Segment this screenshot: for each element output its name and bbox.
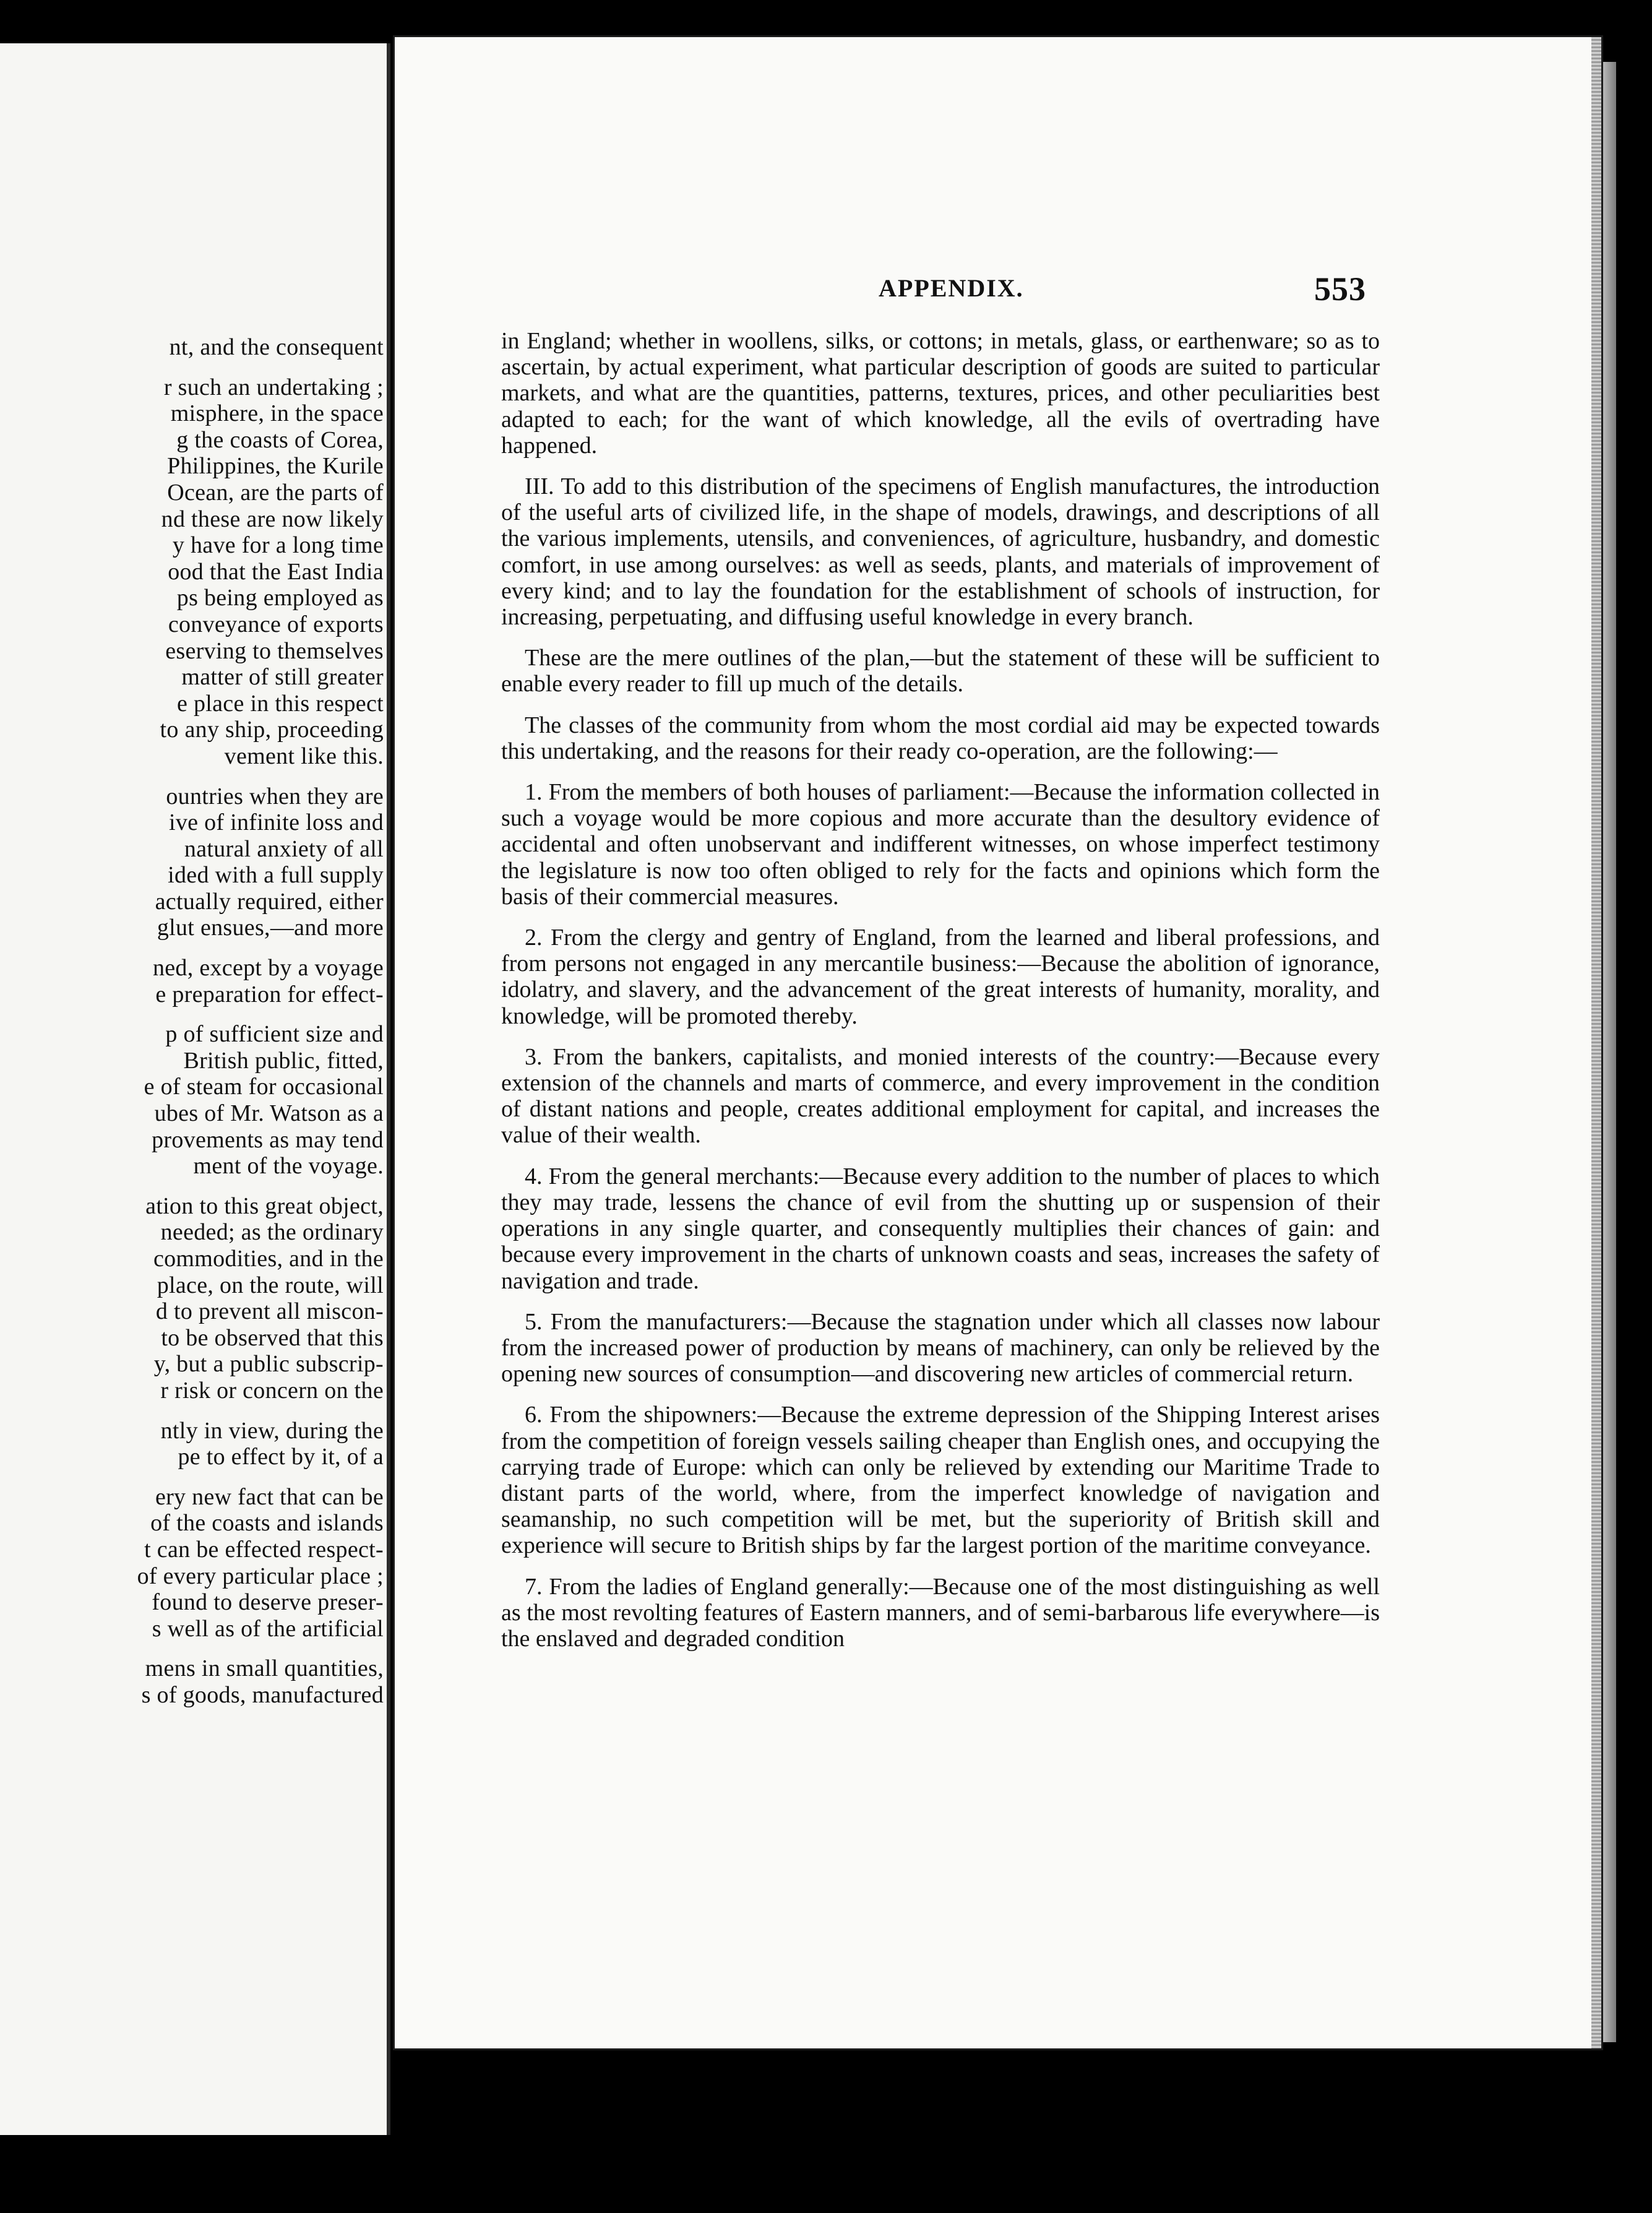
left-page-line: conveyance of exports (168, 611, 384, 637)
left-page-line: ood that the East India (168, 558, 384, 585)
left-page-line: vement like this. (224, 743, 384, 769)
left-page-gap (0, 770, 384, 783)
left-page-line: y have for a long time (172, 532, 384, 559)
left-page-line: e place in this respect (177, 690, 384, 717)
left-page-gap (0, 1180, 384, 1193)
left-page (0, 43, 390, 2135)
paragraph-section-iii: III. To add to this distribution of the specimens of English manufactures, the introduction of the useful arts of civilized life, in the shape of models, drawings, and descriptions of all the various implements, utensils, and conveniences, of agriculture, husbandry, and domestic comfort, in use among ourselves: as well as seeds, plants, and materials of improvement of every kind; and to lay the foundation for the establishment of schools of instruction, for increasing, perpetuating, and diffusing useful knowledge in every branch. (501, 473, 1380, 631)
left-page-gap (0, 1470, 384, 1484)
left-page-line: matter of still greater (181, 664, 384, 691)
left-page-line: mens in small quantities, (145, 1655, 384, 1682)
body-text (501, 328, 1380, 1667)
left-page-line: place, on the route, will (157, 1272, 384, 1298)
left-page-line: ubes of Mr. Watson as a (154, 1100, 384, 1127)
left-page-gap (0, 941, 384, 955)
left-page-line: p of sufficient size and (165, 1021, 384, 1048)
left-page-line: e preparation for effect- (155, 981, 384, 1007)
left-page-line: of every particular place ; (137, 1563, 384, 1589)
left-page-line: actually required, either (155, 888, 384, 915)
left-page-line: eserving to themselves (165, 637, 384, 664)
left-page-line: Philippines, the Kurile (167, 453, 384, 480)
left-page-line: g the coasts of Corea, (176, 426, 384, 453)
left-page-line: ery new fact that can be (155, 1483, 384, 1510)
left-page-text (0, 334, 384, 1709)
left-page-line: found to deserve preser- (152, 1589, 384, 1616)
left-page-line: commodities, and in the (153, 1246, 384, 1272)
paragraph-item-5: 5. From the manufacturers:—Because the stagnation under which all classes now labour from the increased power of production by means of machinery, can only be relieved by the opening new sources of consumption—and discovering new articles of commercial return. (501, 1308, 1380, 1387)
left-page-line: r such an undertaking ; (163, 374, 384, 400)
left-page-line: ive of infinite loss and (168, 809, 384, 836)
paragraph-item-6: 6. From the shipowners:—Because the extreme depression of the Shipping Interest arises from the competition of foreign vessels sailing cheaper than English ones, and occupying the carrying trade of Europe: which can only be relieved by extending our Maritime Trade to distant parts of the world, where, from the imperfect knowledge of navigation and seamanship, no such competition will be met, but the superiority of British skill and experience will secure to British ships by far the largest portion of the maritime conveyance. (501, 1402, 1380, 1559)
paragraph-outlines: These are the mere outlines of the plan,—but the statement of these will be sufficient to enable every reader to fill up much of the details. (501, 645, 1380, 697)
page-edge (1591, 37, 1601, 2048)
paragraph-item-3: 3. From the bankers, capitalists, and monied interests of the country:—Because every extension of the channels and marts of commerce, and every improvement in the condition of distant nations and people, creates additional employment for capital, and increases the value of their wealth. (501, 1043, 1380, 1149)
paragraph-item-4: 4. From the general merchants:—Because every addition to the number of places to which they may trade, lessens the chance of evil from the shutting up or suspension of their operations in any single quarter, and consequently multiplies their chances of gain: and because every improvement in the charts of unknown coasts and seas, increases the safety of navigation and trade. (501, 1163, 1380, 1294)
running-head: APPENDIX. (879, 274, 1024, 302)
left-page-line: ation to this great object, (145, 1193, 384, 1219)
page-number: 553 (1314, 270, 1366, 308)
left-page-line: natural anxiety of all (184, 835, 384, 862)
left-page-line: y, but a public subscrip- (153, 1351, 384, 1378)
paragraph-continuation: in England; whether in woollens, silks, or cottons; in metals, glass, or earthenware; so as to ascertain, by actual experiment, what particular description of goods are suited to particular markets, and what are the quantities, patterns, textures, prices, and other peculiarities best adapted to each; for the want of which knowledge, all the evils of overtrading have happened. (501, 328, 1380, 459)
left-page-line: r risk or concern on the (160, 1377, 384, 1404)
left-page-line: ned, except by a voyage (152, 955, 384, 981)
left-page-gap (0, 1642, 384, 1655)
left-page-gap (0, 1404, 384, 1418)
left-page-line: to any ship, proceeding (160, 717, 384, 743)
left-page-line: ountries when they are (166, 783, 384, 809)
left-page-line: ps being employed as (176, 585, 384, 611)
left-page-gap (0, 361, 384, 374)
paragraph-item-2: 2. From the clergy and gentry of England, from the learned and liberal professions, and from persons not engaged in any mercantile business:—Because the abolition of ignorance, idolatry, and slavery, and the advancement of the great interests of humanity, morality, and knowledge, will be promoted thereby. (501, 925, 1380, 1029)
left-page-line: glut ensues,—and more (157, 915, 384, 941)
left-page-line: s well as of the artificial (152, 1615, 384, 1642)
left-page-gap (0, 1007, 384, 1021)
left-page-line: t can be effected respect- (144, 1536, 384, 1563)
left-page-line: ntly in view, during the (160, 1417, 384, 1444)
left-page-line: ided with a full supply (168, 862, 384, 889)
left-page-line: s of goods, manufactured (141, 1681, 384, 1708)
left-page-line: Ocean, are the parts of (167, 479, 384, 506)
left-page-line: d to prevent all miscon- (155, 1298, 384, 1325)
left-page-line: of the coasts and islands (150, 1510, 384, 1537)
left-page-line: pe to effect by it, of a (178, 1444, 384, 1470)
left-page-line: British public, fitted, (183, 1047, 384, 1074)
left-page-line: e of steam for occasional (144, 1074, 384, 1100)
paragraph-item-1: 1. From the members of both houses of parliament:—Because the information collected in such a voyage would be more copious and more accurate than the desultory evidence of accidental and often unobservant and indifferent witnesses, on whose imperfect testimony the legislature is now too often obliged to rely for the facts and opinions which form the basis of their commercial measures. (501, 779, 1380, 910)
book-edge (1603, 62, 1616, 2042)
left-page-line: to be observed that this (161, 1324, 384, 1351)
left-page-line: misphere, in the space (170, 400, 384, 427)
paragraph-item-7: 7. From the ladies of England generally:—Because one of the most distinguishing as well as the most revolting features of Eastern manners, and of semi-barbarous life everywhere—is the enslaved and degraded condition (501, 1573, 1380, 1652)
left-page-line: nt, and the consequent (169, 334, 384, 360)
left-page-line: ment of the voyage. (193, 1153, 384, 1180)
left-page-line: nd these are now likely (161, 506, 384, 532)
left-page-line: provements as may tend (152, 1126, 384, 1153)
left-page-line: needed; as the ordinary (160, 1219, 384, 1246)
paragraph-classes: The classes of the community from whom the most cordial aid may be expected towards this undertaking, and the reasons for their ready co-operation, are the following:— (501, 712, 1380, 764)
